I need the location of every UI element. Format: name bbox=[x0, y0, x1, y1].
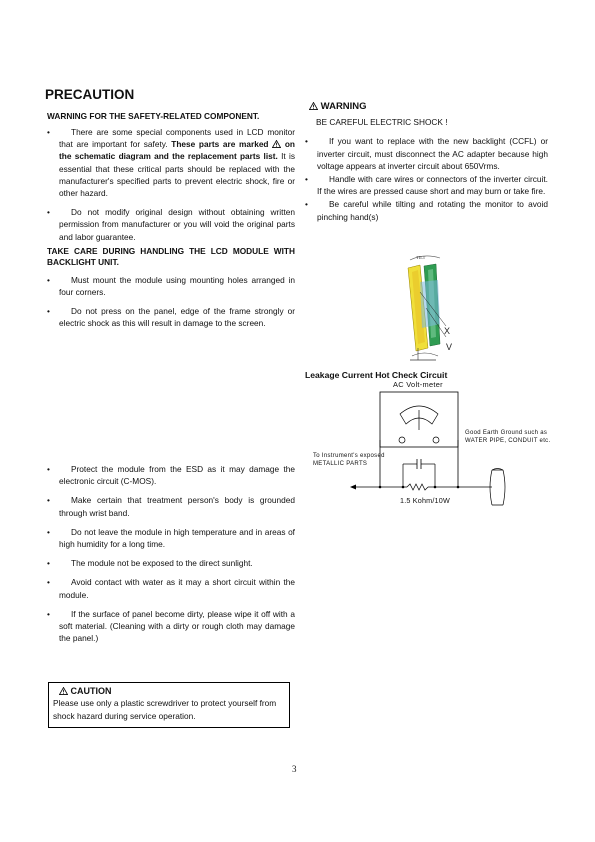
resistor-label: 1.5 Kohm/10W bbox=[400, 496, 450, 505]
instrument-label: To Instrument's exposed METALLIC PARTS bbox=[313, 453, 385, 467]
warning-triangle-icon bbox=[272, 140, 281, 148]
list-item: • Do not press on the panel, edge of the frame strongly or electric shock as this will result in damage to the screen. bbox=[47, 306, 295, 329]
x-mark: X bbox=[444, 326, 451, 336]
list-item: • If you want to replace with the new backlight (CCFL) or inverter circuit, must disconnect the AC adapter because high voltage appears at inverter circuit about 650Vrms. bbox=[305, 136, 548, 171]
list-item: • If the surface of panel become dirty, please wipe it off with a soft material. (Cleaning with a dirty or rough cloth may damage the panel.) bbox=[47, 608, 295, 644]
warning-title: WARNING bbox=[309, 101, 548, 113]
right-column bbox=[305, 101, 548, 224]
list-item: • Be careful while tilting and rotating the monitor to avoid pinching hand(s) bbox=[305, 199, 548, 222]
item3-text: Must mount the module using mounting holes arranged in four corners. bbox=[59, 274, 295, 298]
item1-prefix: There are some special components used in LCD monitor that are important for safety. bbox=[59, 127, 295, 150]
warning-triangle-icon bbox=[59, 687, 68, 695]
left-column-lower bbox=[47, 463, 295, 651]
warning-safety-heading: WARNING FOR THE SAFETY-RELATED COMPONENT. bbox=[47, 111, 260, 121]
check-mark: V bbox=[446, 342, 453, 352]
item1-bold-schematic: on the schematic diagram and the replacement parts list. bbox=[59, 139, 295, 162]
list-item: • Must mount the module using mounting holes arranged in four corners. bbox=[47, 274, 295, 298]
item1-bold-marked: These parts are marked bbox=[171, 139, 269, 150]
page-number: 3 bbox=[292, 764, 297, 774]
caution-box bbox=[48, 682, 290, 728]
page-title: PRECAUTION bbox=[45, 87, 135, 102]
tilt-illustration bbox=[396, 252, 466, 367]
list-item: • Handle with care wires or connectors of the inverter circuit. If the wires are pressed cause short and may burn or take fire. bbox=[305, 174, 548, 197]
leakage-title: Leakage Current Hot Check Circuit bbox=[305, 370, 448, 380]
tilt-label: TILT bbox=[416, 255, 426, 260]
caution-title: CAUTION bbox=[59, 686, 285, 697]
list-item: • Do not modify original design without obtaining written permission from manufacturer or you will void the original parts and labor guarantee. bbox=[47, 207, 295, 242]
left-column-upper bbox=[47, 111, 295, 337]
list-item: • Avoid contact with water as it may a short circuit within the module. bbox=[47, 577, 295, 600]
item1-suffix: It is essential that these critical parts should be replaced with the manufacturer's specified parts to prevent electric shock, fire or other hazard. bbox=[59, 151, 295, 199]
caution-text: Please use only a plastic screwdriver to protect yourself from shock hazard during service operation. bbox=[53, 698, 277, 721]
list-item: • There are some special components used in LCD monitor that are important for safety. These parts are marked on the schematic diagram and the replacement parts list. It is essential that these critical parts should be replaced with the manufacturer's specified parts to prevent electric shock, fire or other hazard. bbox=[47, 127, 295, 199]
list-item: • Protect the module from the ESD as it may damage the electronic circuit (C-MOS). bbox=[47, 464, 295, 487]
list-item: • Make certain that treatment person's body is grounded through wrist band. bbox=[47, 495, 295, 518]
list-item: • The module not be exposed to the direct sunlight. bbox=[47, 558, 253, 569]
list-item: • Do not leave the module in high temperature and in areas of high humidity for a long time. bbox=[47, 526, 295, 550]
warning-triangle-icon bbox=[309, 102, 318, 110]
handling-heading: TAKE CARE DURING HANDLING THE LCD MODULE WITH BACKLIGHT UNIT. bbox=[47, 245, 295, 267]
item2-text: Do not modify original design without obtaining written permission from manufacturer or you will void the original parts and labor guarantee. bbox=[59, 207, 295, 242]
ground-label: Good Earth Ground such as WATER PIPE, CONDUIT etc. bbox=[465, 430, 551, 444]
voltmeter-label: AC Volt-meter bbox=[393, 380, 443, 389]
shock-warning: BE CAREFUL ELECTRIC SHOCK ! bbox=[316, 117, 448, 128]
item4-text: Do not press on the panel, edge of the frame strongly or electric shock as this will result in damage to the screen. bbox=[59, 306, 295, 329]
